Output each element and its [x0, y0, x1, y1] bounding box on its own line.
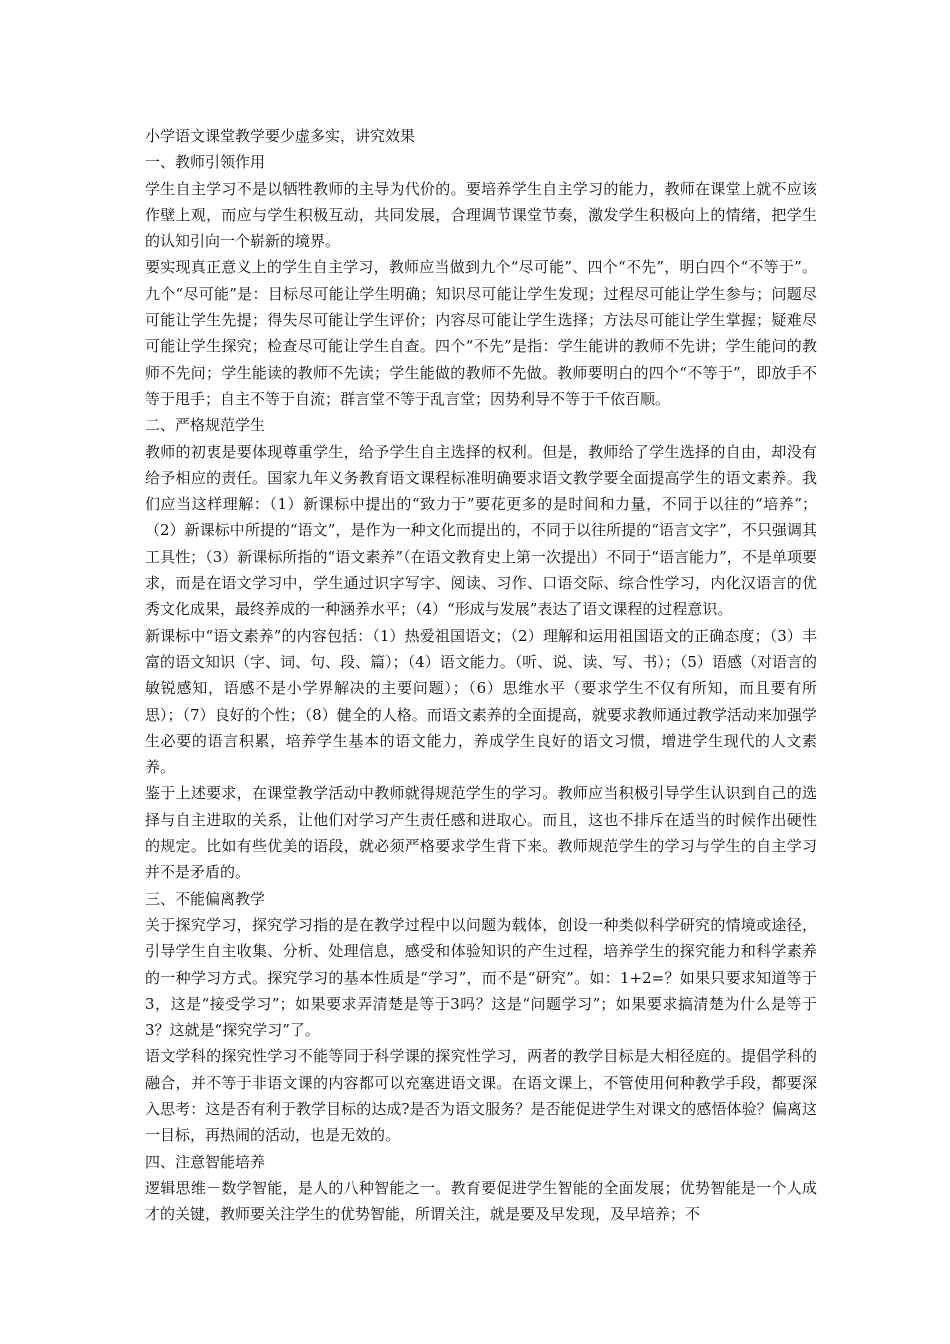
section-2-paragraph-1: 教师的初衷是要体现尊重学生，给予学生自主选择的权利。但是，教师给了学生选择的自由，却没有给予相应的责任。国家九年义务教育语文课程标准明确要求语文教学要全面提高学生的语文素养。我们应当这样理解：（1）新课标中提出的“致力于”要花更多的是时间和力量，不同于以往的“培养”；（2）新课标中所提的“语文”，是作为一种文化而提出的，不同于以往所提的“语言文字”，不只强调其工具性；（3）新课标所指的“语文素养”（在语文教育史上第一次提出）不同于“语言能力”，不是单项要求，而是在语文学习中，学生通过识字写字、阅读、习作、口语交际、综合性学习，内化汉语言的优秀文化成果，最终养成的一种涵养水平；（4）“形成与发展”表达了语文课程的过程意识。: [145, 442, 817, 619]
document-title: 小学语文课堂教学要少虚多实，讲究效果: [145, 127, 416, 145]
section-4-paragraph-1: 逻辑思维－数学智能，是人的八种智能之一。教育要促进学生智能的全面发展；优势智能是一个人成才的关键，教师要关注学生的优势智能，所谓关注，就是要及早发现，及早培养；不: [145, 1178, 817, 1224]
section-2-paragraph-2: 新课标中“语文素养”的内容包括：（1）热爱祖国语文；（2）理解和运用祖国语文的正确态度；（3）丰富的语文知识（字、词、句、段、篇）；（4）语文能力。（听、说、读、写、书）；（5）语感（对语言的敏锐感知，语感不是小学界解决的主要问题）；（6）思维水平（要求学生不仅有所知，而且要有所思）；（7）良好的个性；（8）健全的人格。而语文素养的全面提高，就要求教师通过教学活动来加强学生必要的语言积累，培养学生基本的语文能力，养成学生良好的语文习惯，增进学生现代的人文素养。: [145, 626, 817, 777]
section-heading-2: 二、严格规范学生: [145, 416, 266, 435]
section-1-paragraph-1: 学生自主学习不是以牺牲教师的主导为代价的。要培养学生自主学习的能力，教师在课堂上就不应该作壁上观，而应与学生积极互动，共同发展，合理调节课堂节奏，激发学生积极向上的情绪，把学生的认知引向一个崭新的境界。: [145, 179, 817, 251]
section-3-paragraph-1: 关于探究学习，探究学习指的是在教学过程中以问题为载体，创设一种类似科学研究的情境或途径，引导学生自主收集、分析、处理信息，感受和体验知识的产生过程，培养学生的探究能力和科学素养的一种学习方式。探究学习的基本性质是“学习”，而不是“研究”。如：1+2=？如果只要求知道等于3，这是“接受学习”；如果要求弄清楚是等于3吗？这是“问题学习”；如果要求搞清楚为什么是等于3？这就是“探究学习”了。: [145, 915, 817, 1040]
section-heading-4: 四、注意智能培养: [145, 1152, 266, 1171]
section-2-paragraph-3: 鉴于上述要求，在课堂教学活动中教师就得规范学生的学习。教师应当积极引导学生认识到自己的选择与自主进取的关系，让他们对学习产生责任感和进取心。而且，这也不排斥在适当的时候作出硬性的规定。比如有些优美的语段，就必须严格要求学生背下来。教师规范学生的学习与学生的自主学习并不是矛盾的。: [145, 784, 817, 882]
section-3-paragraph-2: 语文学科的探究性学习不能等同于科学课的探究性学习，两者的教学目标是大相径庭的。提倡学科的融合，并不等于非语文课的内容都可以充塞进语文课。在语文课上，不管使用何种教学手段，都要深入思考：这是否有利于教学目标的达成?是否为语文服务？是否能促进学生对课文的感悟体验？偏离这一目标，再热闹的活动，也是无效的。: [145, 1047, 817, 1145]
section-heading-3: 三、不能偏离教学: [145, 889, 266, 908]
section-heading-1: 一、教师引领作用: [145, 153, 266, 172]
document-body: [145, 123, 817, 1227]
section-1-paragraph-2: 要实现真正意义上的学生自主学习，教师应当做到九个“尽可能”、四个“不先”，明白四个“不等于”。九个“尽可能”是：目标尽可能让学生明确；知识尽可能让学生发现；过程尽可能让学生参与；问题尽可能让学生先提；得失尽可能让学生评价；内容尽可能让学生选择；方法尽可能让学生掌握；疑难尽可能让学生探究；检查尽可能让学生自查。四个“不先”是指：学生能讲的教师不先讲；学生能问的教师不先问；学生能读的教师不先读；学生能做的教师不先做。教师要明白的四个“不等于”，即放手不等于甩手；自主不等于自流；群言堂不等于乱言堂；因势利导不等于千依百顺。: [145, 258, 817, 408]
